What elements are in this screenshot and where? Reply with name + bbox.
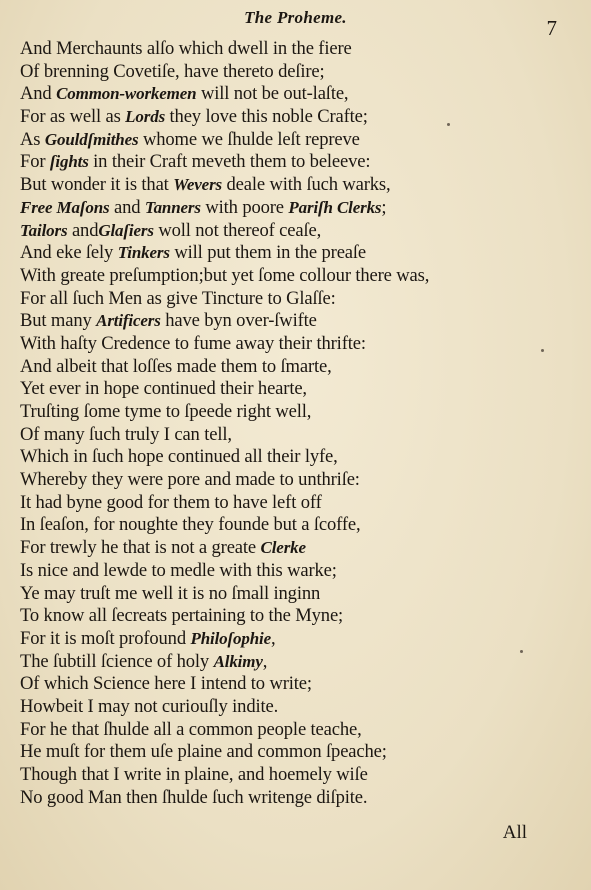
line-text: woll not thereof ceaſe, — [153, 219, 322, 241]
verse-line — [20, 38, 568, 61]
verse-line — [20, 129, 568, 152]
verse-line — [20, 560, 568, 583]
verse-line — [20, 174, 568, 197]
line-text: will not be out-laſte, — [196, 83, 349, 105]
verse-line — [20, 492, 568, 515]
line-text: and — [67, 219, 99, 241]
line-text: He muſt for them uſe plaine and common ſpeache; — [20, 741, 387, 763]
italic-word: Clerke — [260, 538, 306, 558]
verse-line — [20, 628, 568, 651]
italic-word: Free Maſons — [20, 197, 110, 217]
italic-word: Wevers — [173, 175, 223, 195]
line-text: Truſting ſome tyme to ſpeede right well, — [20, 401, 312, 422]
verse-line — [20, 220, 568, 243]
line-text: deale with ſuch warks, — [222, 174, 391, 196]
line-text: and — [109, 196, 145, 218]
line-text: ; — [381, 196, 387, 218]
line-text: For as well as — [20, 106, 126, 128]
italic-word: Alkimy — [213, 651, 263, 671]
verse-line — [20, 151, 568, 174]
line-text: With haſty Credence to fume away their thrifte: — [20, 332, 366, 354]
italic-word: Glaſiers — [98, 220, 154, 240]
verse-line — [20, 83, 568, 106]
verse-line — [20, 605, 568, 628]
line-text: Though that I write in plaine, and hoemely wiſe — [20, 764, 368, 785]
line-text: Of many ſuch truly I can tell, — [20, 423, 232, 445]
line-text: As — [20, 128, 45, 150]
italic-word: Tailors — [20, 220, 68, 240]
italic-word: Gouldſmithes — [44, 129, 139, 149]
verse-line — [20, 583, 568, 606]
verse-line — [20, 764, 568, 787]
italic-word: Common-workemen — [56, 84, 197, 104]
italic-word: Lords — [125, 107, 166, 127]
page-number: 7 — [546, 16, 557, 40]
line-text: Of which Science here I intend to write; — [20, 673, 312, 695]
line-text: , — [271, 627, 276, 649]
line-text: For trewly he that is not a greate — [20, 537, 261, 559]
line-text: , — [262, 650, 268, 672]
verse-line — [20, 446, 568, 469]
italic-word: Artificers — [96, 311, 161, 331]
verse-line — [20, 651, 568, 674]
line-text: In ſeaſon, for noughte they founde but a ſcoffe, — [20, 514, 361, 536]
line-text: have byn over-ſwifte — [160, 310, 317, 332]
line-text: And albeit that loſſes made them to ſmarte, — [20, 355, 332, 377]
ink-speck — [520, 650, 523, 653]
line-text: For he that ſhulde all a common people teache, — [20, 718, 362, 740]
line-text: But wonder it is that — [20, 174, 174, 196]
line-text: And — [20, 83, 57, 105]
verse-line — [20, 787, 568, 810]
line-text: Which in ſuch hope continued all their lyfe, — [20, 446, 338, 468]
verse-line — [20, 265, 568, 288]
verse-line — [20, 424, 568, 447]
verse-line — [20, 401, 568, 424]
verse-line — [20, 537, 568, 560]
verse-line — [20, 673, 568, 696]
verse-line — [20, 696, 568, 719]
line-text: For — [20, 151, 50, 173]
italic-word: Philoſophie — [190, 628, 271, 648]
verse-line — [20, 469, 568, 492]
verse-line — [20, 356, 568, 379]
verse-line — [20, 197, 568, 220]
line-text: they love this noble Crafte; — [165, 106, 368, 128]
line-text: No good Man then ſhulde ſuch writenge diſpite. — [20, 786, 368, 808]
line-text: And Merchaunts alſo which dwell in the fiere — [20, 38, 352, 59]
verse-line — [20, 310, 568, 333]
verse-line — [20, 719, 568, 742]
italic-word: Tinkers — [117, 243, 170, 263]
verse-line — [20, 61, 568, 84]
line-text: Ye may truſt me well it is no ſmall inginn — [20, 582, 321, 604]
line-text: For all ſuch Men as give Tincture to Glaſſe: — [20, 287, 336, 309]
line-text: To know all ſecreats pertaining to the Myne; — [20, 605, 344, 627]
line-text: Whereby they were pore and made to unthriſe: — [20, 469, 360, 491]
catchword: All — [502, 822, 527, 843]
italic-word: Pariſh Clerks — [288, 197, 382, 217]
line-text: For it is moſt profound — [20, 627, 191, 649]
line-text: Is nice and lewde to medle with this warke; — [20, 559, 337, 581]
running-title: The Proheme. — [244, 8, 347, 27]
line-text: Howbeit I may not curiouſly indite. — [20, 695, 279, 717]
line-text: And eke ſely — [20, 242, 118, 264]
line-text: will put them in the preaſe — [169, 242, 367, 264]
line-text: whome we ſhulde leſt repreve — [138, 128, 360, 150]
verse-line — [20, 333, 568, 356]
line-text: with poore — [200, 196, 289, 218]
verse-line — [20, 378, 568, 401]
italic-word: ſights — [49, 152, 89, 172]
line-text: It had byne good for them to have left off — [20, 491, 322, 513]
line-text: Of brenning Covetiſe, have thereto deſire; — [20, 60, 325, 82]
verse-line — [20, 106, 568, 129]
verse-line — [20, 514, 568, 537]
ink-speck — [541, 349, 544, 352]
verse-line — [20, 242, 568, 265]
line-text: Yet ever in hope continued their hearte, — [20, 378, 307, 400]
italic-word: Tanners — [144, 197, 201, 217]
line-text: But many — [20, 310, 97, 332]
verse-text — [20, 38, 568, 809]
ink-speck — [447, 123, 450, 126]
verse-line — [20, 288, 568, 311]
line-text: With greate preſumption;but yet ſome collour there was, — [20, 264, 430, 286]
verse-line — [20, 741, 568, 764]
line-text: in their Craft meveth them to beleeve: — [88, 151, 371, 173]
line-text: The ſubtill ſcience of holy — [20, 650, 214, 672]
